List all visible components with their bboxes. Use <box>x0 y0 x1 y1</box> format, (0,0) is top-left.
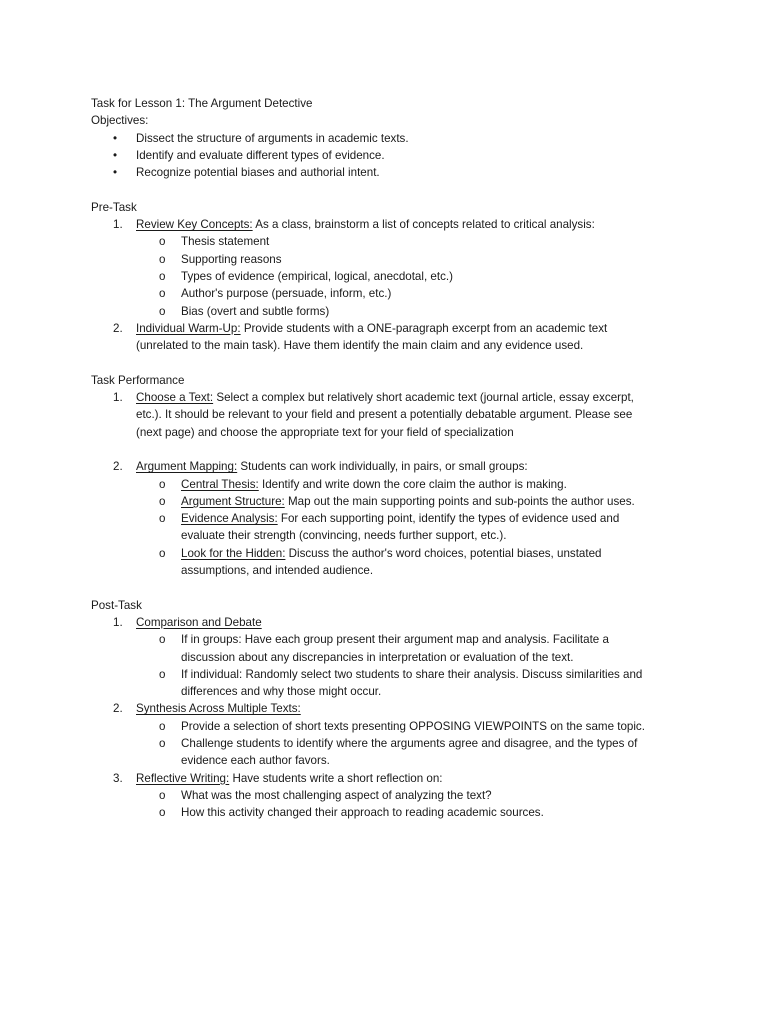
sub-item: o Types of evidence (empirical, logical, anecdotal, etc.) <box>91 268 691 285</box>
item-label: Individual Warm-Up: <box>136 321 241 335</box>
circle-marker: o <box>159 235 166 249</box>
sub-item: o How this activity changed their approach to reading academic sources. <box>91 804 691 821</box>
post-task-heading: Post-Task <box>91 598 142 612</box>
document-title: Task for Lesson 1: The Argument Detective <box>91 97 313 110</box>
item-label: Comparison and Debate <box>136 615 262 629</box>
task-item-1: 1. Choose a Text: Select a complex but relatively short academic text (journal article, essay excerpt, <box>113 391 634 405</box>
post-task-item-2: 2. Synthesis Across Multiple Texts: <box>113 702 301 716</box>
circle-marker: o <box>159 287 166 301</box>
sub-item: o Supporting reasons <box>91 251 691 268</box>
sub-item: o If in groups: Have each group present their argument map and analysis. Facilitate a <box>91 631 691 648</box>
pre-task-heading: Pre-Task <box>91 200 137 214</box>
circle-marker: o <box>159 667 166 681</box>
circle-marker: o <box>159 633 166 647</box>
circle-marker: o <box>159 512 166 526</box>
task-performance-heading: Task Performance <box>91 373 185 387</box>
circle-marker: o <box>159 269 166 283</box>
post-task-item-3: 3. Reflective Writing: Have students write a short reflection on: <box>113 771 443 785</box>
post-task-item-1: 1. Comparison and Debate <box>113 615 262 629</box>
sub-item: o Evidence Analysis: For each supporting point, identify the types of evidence used and <box>91 510 691 527</box>
circle-marker: o <box>159 546 166 560</box>
task-item-2: 2. Argument Mapping: Students can work individually, in pairs, or small groups: <box>113 460 528 474</box>
sub-item: o Provide a selection of short texts presenting OPPOSING VIEWPOINTS on the same topic. <box>91 718 691 735</box>
item-label: Choose a Text: <box>136 391 214 405</box>
item-continuation: (unrelated to the main task). Have them identify the main claim and any evidence used. <box>136 339 584 353</box>
sub-item-continuation: evaluate their strength (convincing, needs further support, etc.). <box>181 529 507 543</box>
sub-item-continuation: evidence each author favors. <box>181 754 330 768</box>
objective-item: • Recognize potential biases and authorial intent. <box>91 164 691 181</box>
objective-item: • Identify and evaluate different types of evidence. <box>91 147 691 164</box>
item-continuation: etc.). It should be relevant to your field and present a potentially debatable argument. Please see <box>136 408 633 422</box>
objective-item: • Dissect the structure of arguments in academic texts. <box>91 130 691 147</box>
pre-task-item-1: 1. Review Key Concepts: As a class, brainstorm a list of concepts related to critical analysis: <box>113 218 595 232</box>
item-label: Synthesis Across Multiple Texts: <box>136 702 301 716</box>
circle-marker: o <box>159 736 166 750</box>
item-continuation: (next page) and choose the appropriate text for your field of specialization <box>136 425 514 439</box>
circle-marker: o <box>159 719 166 733</box>
circle-marker: o <box>159 304 166 318</box>
sub-item-continuation: assumptions, and intended audience. <box>181 564 374 578</box>
bullet-marker: • <box>113 148 118 162</box>
sub-item-continuation: differences and why those might occur. <box>181 685 382 699</box>
sub-item-continuation: discussion about any discrepancies in interpretation or evaluation of the text. <box>181 650 574 664</box>
sub-item: o Central Thesis: Identify and write down the core claim the author is making. <box>91 476 691 493</box>
circle-marker: o <box>159 252 166 266</box>
sub-item: o Thesis statement <box>91 233 691 250</box>
circle-marker: o <box>159 477 166 491</box>
sub-item: o Argument Structure: Map out the main supporting points and sub-points the author uses. <box>91 493 691 510</box>
circle-marker: o <box>159 806 166 820</box>
sub-item: o Challenge students to identify where the arguments agree and disagree, and the types of <box>91 735 691 752</box>
sub-item: o Bias (overt and subtle forms) <box>91 303 691 320</box>
sub-item: o Author's purpose (persuade, inform, etc.) <box>91 285 691 302</box>
bullet-marker: • <box>113 166 118 180</box>
bullet-marker: • <box>113 131 118 145</box>
objectives-heading: Objectives: <box>91 114 149 128</box>
pre-task-item-2: 2. Individual Warm-Up: Provide students with a ONE-paragraph excerpt from an academic text <box>113 321 608 335</box>
sub-item: o What was the most challenging aspect of analyzing the text? <box>91 787 691 804</box>
circle-marker: o <box>159 788 166 802</box>
sub-item: o If individual: Randomly select two students to share their analysis. Discuss similarities and <box>91 666 691 683</box>
item-label: Argument Mapping: <box>136 460 238 474</box>
item-label: Reflective Writing: <box>136 771 230 785</box>
document-page <box>91 95 691 821</box>
circle-marker: o <box>159 494 166 508</box>
item-label: Review Key Concepts: <box>136 218 253 232</box>
sub-item: o Look for the Hidden: Discuss the author's word choices, potential biases, unstated <box>91 545 691 562</box>
